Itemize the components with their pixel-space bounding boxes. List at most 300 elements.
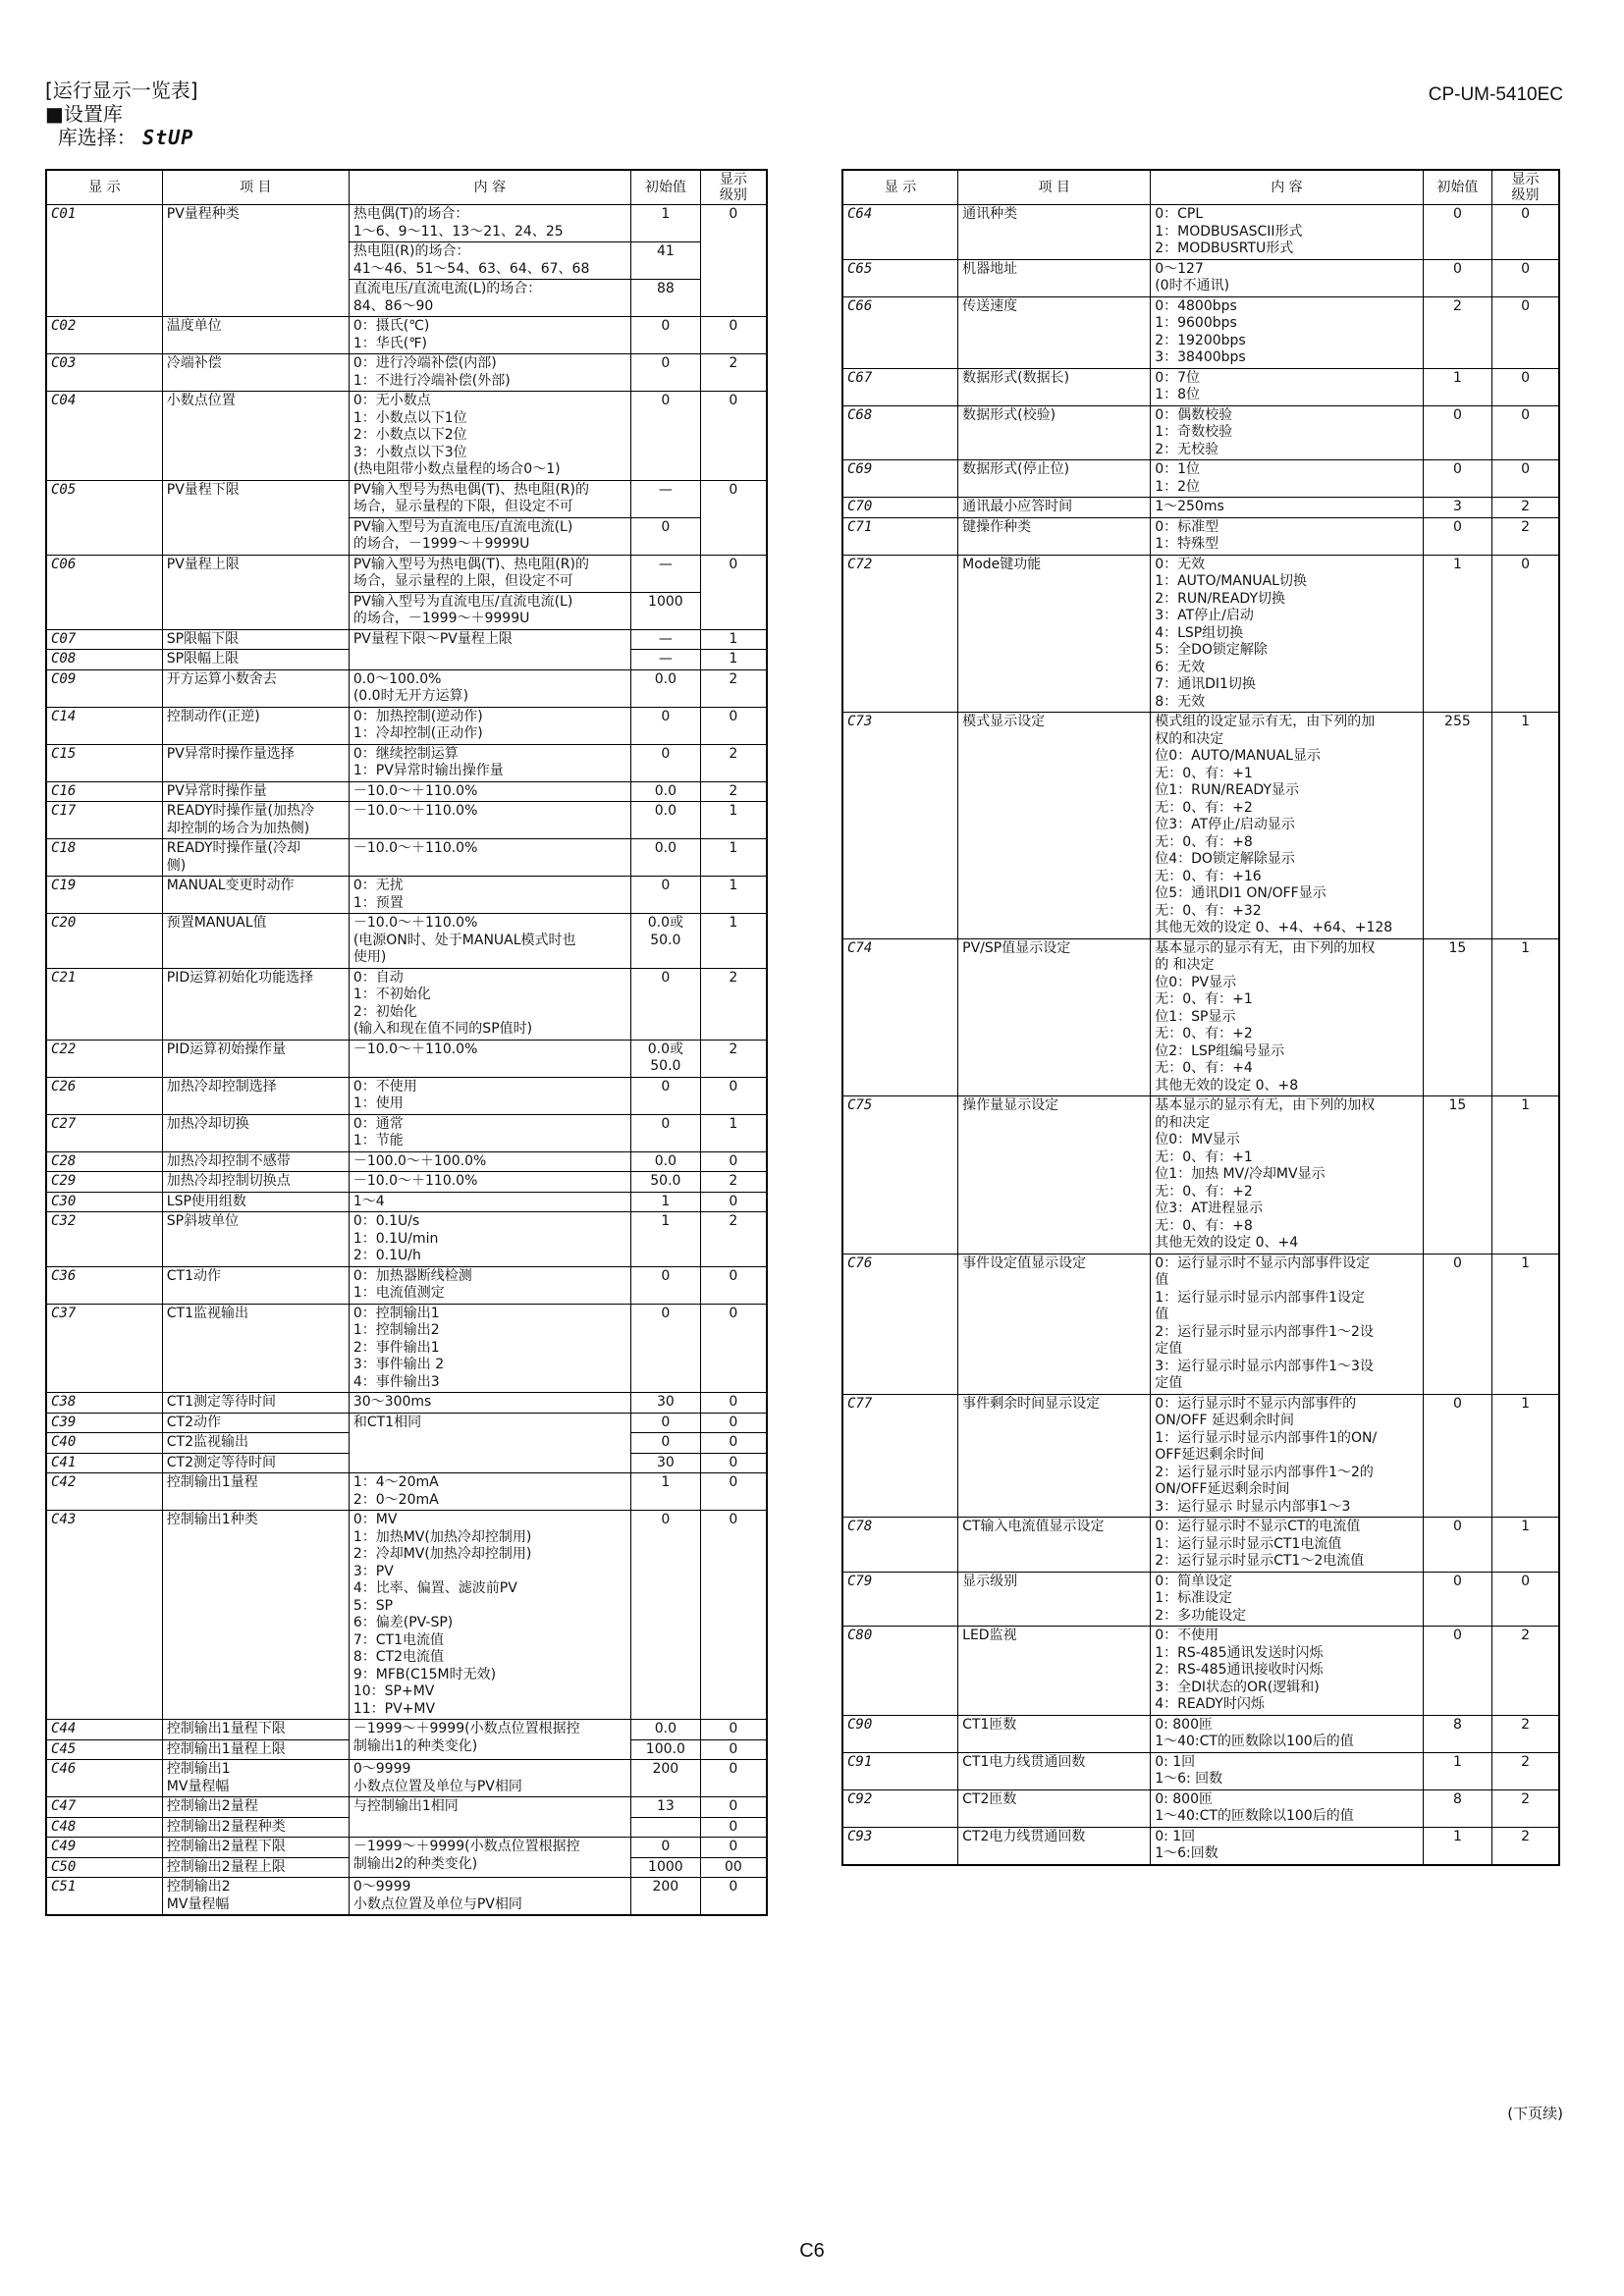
table-row xyxy=(46,1760,767,1797)
param-initial-value: 0 xyxy=(1423,1394,1491,1518)
table-row xyxy=(46,839,767,877)
param-content: 0：继续控制运算 1：PV异常时输出操作量 xyxy=(349,744,630,781)
param-initial-value: 8 xyxy=(1423,1715,1491,1752)
bank-select xyxy=(45,126,198,149)
param-display-level: 0 xyxy=(1492,460,1559,498)
table-row xyxy=(842,205,1559,260)
param-code: C16 xyxy=(46,781,162,802)
param-content: 30～300ms xyxy=(349,1393,630,1414)
param-display-level: 0 xyxy=(700,1797,767,1818)
table-row xyxy=(842,405,1559,460)
param-initial-value: 1000 xyxy=(630,592,700,629)
table-row xyxy=(46,781,767,802)
param-item: CT2电力线贯通回数 xyxy=(958,1827,1151,1865)
param-content: 热电阻(R)的场合： 41～46、51～54、63、64、67、68 xyxy=(349,242,630,280)
param-item: CT输入电流值显示设定 xyxy=(958,1518,1151,1573)
param-initial-value: 0.0 xyxy=(630,802,700,839)
param-display-level: 0 xyxy=(700,1266,767,1304)
param-display-level: 0 xyxy=(700,707,767,744)
param-content: 0～9999 小数点位置及单位与PV相同 xyxy=(349,1878,630,1916)
param-code: C20 xyxy=(46,914,162,969)
table-row xyxy=(46,205,767,242)
param-initial-value: 1 xyxy=(1423,555,1491,713)
param-display-level: 2 xyxy=(1492,1627,1559,1716)
param-content: 0：无扰 1：预置 xyxy=(349,877,630,914)
param-initial-value: 0 xyxy=(630,1838,700,1858)
param-content: 0：1位 1：2位 xyxy=(1151,460,1424,498)
param-initial-value: 0 xyxy=(1423,1518,1491,1573)
param-item: PID运算初始化功能选择 xyxy=(162,968,349,1040)
param-code: C66 xyxy=(842,296,958,368)
param-display-level: 1 xyxy=(1492,1096,1559,1255)
param-item: 开方运算小数舍去 xyxy=(162,669,349,707)
param-initial-value: — xyxy=(630,555,700,592)
param-display-level: 0 xyxy=(700,1433,767,1454)
param-code: C46 xyxy=(46,1760,162,1797)
param-item: 冷端补偿 xyxy=(162,354,349,392)
param-item: LED监视 xyxy=(958,1627,1151,1716)
param-initial-value: 0 xyxy=(1423,405,1491,460)
param-code: C32 xyxy=(46,1212,162,1267)
col-item: 项 目 xyxy=(958,170,1151,205)
param-content: 0：摄氏(℃) 1：华氏(℉) xyxy=(349,317,630,354)
param-content: 模式组的设定显示有无，由下列的加 权的和决定 位0：AUTO/MANUAL显示 无：0、有：+1 位1：RUN/READY显示 无：0、有：+2 位3：AT停止/启动显示 无：0、有：+8 位4：DO锁定解除显示 无：0、有：+16 位5：通讯DI1 ON/OFF显示 无：0、有：+32 其他无效的设定 0、+4、+64、+128 xyxy=(1151,713,1424,939)
param-display-level: 2 xyxy=(700,968,767,1040)
param-code: C30 xyxy=(46,1192,162,1212)
table-row xyxy=(46,1172,767,1193)
param-content: 0：通常 1：节能 xyxy=(349,1114,630,1151)
param-code: C15 xyxy=(46,744,162,781)
param-display-level: 0 xyxy=(700,1077,767,1114)
param-initial-value: 41 xyxy=(630,242,700,280)
param-display-level: 1 xyxy=(1492,713,1559,939)
param-initial-value: 0 xyxy=(1423,205,1491,260)
param-code: C78 xyxy=(842,1518,958,1573)
param-code: C39 xyxy=(46,1413,162,1433)
param-content: 热电偶(T)的场合： 1～6、9～11、13～21、24、25 xyxy=(349,205,630,242)
param-initial-value: 200 xyxy=(630,1760,700,1797)
section-title: [运行显示一览表] xyxy=(45,79,198,102)
param-content: －10.0～＋110.0% xyxy=(349,1172,630,1193)
param-content: 0：无效 1：AUTO/MANUAL切换 2：RUN/READY切换 3：AT停止/启动 4：LSP组切换 5：全DO锁定解除 6：无效 7：通讯DI1切换 8：无效 xyxy=(1151,555,1424,713)
param-code: C02 xyxy=(46,317,162,354)
param-content: 0：加热控制(逆动作) 1：冷却控制(正动作) xyxy=(349,707,630,744)
param-content: 0：0.1U/s 1：0.1U/min 2：0.1U/h xyxy=(349,1212,630,1267)
param-initial-value: 0 xyxy=(630,392,700,481)
param-initial-value: 0.0 xyxy=(630,1151,700,1172)
param-initial-value: 1 xyxy=(630,1192,700,1212)
param-code: C91 xyxy=(842,1752,958,1789)
param-initial-value: 1 xyxy=(630,1473,700,1511)
table-row xyxy=(842,713,1559,939)
table-row xyxy=(842,938,1559,1096)
param-item: 控制输出1量程下限 xyxy=(162,1720,349,1740)
param-content: －10.0～＋110.0% xyxy=(349,1040,630,1077)
param-item: 数据形式(停止位) xyxy=(958,460,1151,498)
table-row xyxy=(46,1304,767,1393)
param-item: PV量程下限 xyxy=(162,480,349,555)
table-row xyxy=(842,1789,1559,1827)
param-content: 0: 800匝 1～40:CT的匝数除以100后的值 xyxy=(1151,1715,1424,1752)
param-code: C05 xyxy=(46,480,162,555)
table-row xyxy=(842,517,1559,555)
param-item: SP限幅上限 xyxy=(162,650,349,670)
param-code: C29 xyxy=(46,1172,162,1193)
table-row xyxy=(842,1715,1559,1752)
param-item: 控制输出2量程 xyxy=(162,1797,349,1818)
param-initial-value: 0 xyxy=(630,1413,700,1433)
param-display-level: 1 xyxy=(700,629,767,650)
continued-note: (下页续) xyxy=(1507,2105,1563,2122)
param-code: C65 xyxy=(842,259,958,296)
col-content: 内 容 xyxy=(349,170,630,205)
param-item: 加热冷却控制选择 xyxy=(162,1077,349,1114)
param-code: C38 xyxy=(46,1393,162,1414)
param-display-level: 0 xyxy=(700,1304,767,1393)
param-content: 1：4～20mA 2：0～20mA xyxy=(349,1473,630,1511)
param-display-level: 0 xyxy=(700,1878,767,1916)
table-row xyxy=(46,480,767,517)
param-initial-value: 0 xyxy=(1423,1627,1491,1716)
param-initial-value: 1 xyxy=(630,1212,700,1267)
col-level: 显示 级别 xyxy=(1492,170,1559,205)
param-code: C92 xyxy=(842,1789,958,1827)
param-code: C17 xyxy=(46,802,162,839)
param-initial-value: 0 xyxy=(630,1511,700,1720)
param-initial-value: 0 xyxy=(630,317,700,354)
param-display-level: 0 xyxy=(1492,1572,1559,1627)
param-item: 加热冷却控制不感带 xyxy=(162,1151,349,1172)
param-initial-value: 1 xyxy=(630,205,700,242)
param-item: PV异常时操作量选择 xyxy=(162,744,349,781)
param-display-level: 0 xyxy=(700,205,767,317)
param-code: C74 xyxy=(842,938,958,1096)
param-display-level: 0 xyxy=(700,1760,767,1797)
param-display-level: 1 xyxy=(1492,1518,1559,1573)
table-row xyxy=(46,629,767,650)
table-row xyxy=(46,392,767,481)
param-display-level: 2 xyxy=(1492,517,1559,555)
param-item: 预置MANUAL值 xyxy=(162,914,349,969)
param-content: 0：不使用 1：RS-485通讯发送时闪烁 2：RS-485通讯接收时闪烁 3：全DI状态的OR(逻辑和) 4：READY时闪烁 xyxy=(1151,1627,1424,1716)
param-content: PV量程下限～PV量程上限 xyxy=(349,629,630,669)
param-initial-value: 1 xyxy=(1423,1752,1491,1789)
table-row xyxy=(46,1266,767,1304)
param-code: C49 xyxy=(46,1838,162,1858)
param-initial-value: 30 xyxy=(630,1393,700,1414)
table-row xyxy=(46,1511,767,1720)
param-initial-value: 2 xyxy=(1423,296,1491,368)
param-display-level: 0 xyxy=(1492,368,1559,405)
param-item: 操作量显示设定 xyxy=(958,1096,1151,1255)
param-code: C01 xyxy=(46,205,162,317)
param-display-level: 1 xyxy=(700,914,767,969)
param-display-level: 0 xyxy=(1492,205,1559,260)
param-item: 控制输出1 MV量程幅 xyxy=(162,1760,349,1797)
subsection-title: ■设置库 xyxy=(45,102,123,126)
param-item: 事件剩余时间显示设定 xyxy=(958,1394,1151,1518)
param-item: 键操作种类 xyxy=(958,517,1151,555)
param-content: －1999～＋9999(小数点位置根据控 制输出1的种类变化) xyxy=(349,1720,630,1760)
param-display-level: 0 xyxy=(700,1817,767,1838)
param-initial-value: — xyxy=(630,629,700,650)
col-display: 显 示 xyxy=(842,170,958,205)
param-code: C37 xyxy=(46,1304,162,1393)
table-row xyxy=(46,1878,767,1916)
param-item: 通讯最小应答时间 xyxy=(958,498,1151,518)
param-initial-value: 0 xyxy=(630,1266,700,1304)
param-item: 温度单位 xyxy=(162,317,349,354)
param-item: 加热冷却切换 xyxy=(162,1114,349,1151)
param-code: C28 xyxy=(46,1151,162,1172)
param-display-level: 2 xyxy=(700,744,767,781)
param-content: 0: 800匝 1～40:CT的匝数除以100后的值 xyxy=(1151,1789,1424,1827)
param-content: 0：不使用 1：使用 xyxy=(349,1077,630,1114)
param-code: C03 xyxy=(46,354,162,392)
table-row xyxy=(46,1393,767,1414)
right-parameter-table xyxy=(841,169,1560,1866)
param-item: PV量程种类 xyxy=(162,205,349,317)
table-row xyxy=(842,1827,1559,1865)
param-code: C41 xyxy=(46,1453,162,1473)
table-row xyxy=(46,877,767,914)
param-code: C68 xyxy=(842,405,958,460)
param-display-level: 0 xyxy=(1492,259,1559,296)
param-code: C48 xyxy=(46,1817,162,1838)
param-initial-value: — xyxy=(630,480,700,517)
param-initial-value: 0 xyxy=(630,354,700,392)
param-code: C79 xyxy=(842,1572,958,1627)
param-display-level: 0 xyxy=(700,1511,767,1720)
param-code: C50 xyxy=(46,1857,162,1878)
param-code: C75 xyxy=(842,1096,958,1255)
param-item: 加热冷却控制切换点 xyxy=(162,1172,349,1193)
param-display-level: 2 xyxy=(1492,1827,1559,1865)
param-display-level: 1 xyxy=(700,839,767,877)
param-code: C21 xyxy=(46,968,162,1040)
param-item: 数据形式(数据长) xyxy=(958,368,1151,405)
col-content: 内 容 xyxy=(1151,170,1424,205)
param-initial-value: 0 xyxy=(1423,1572,1491,1627)
param-display-level: 0 xyxy=(700,480,767,555)
param-content: 0：无小数点 1：小数点以下1位 2：小数点以下2位 3：小数点以下3位 (热电阻带小数点量程的场合0～1) xyxy=(349,392,630,481)
param-code: C27 xyxy=(46,1114,162,1151)
param-code: C42 xyxy=(46,1473,162,1511)
param-display-level: 1 xyxy=(1492,1254,1559,1394)
param-initial-value: 50.0 xyxy=(630,1172,700,1193)
param-code: C43 xyxy=(46,1511,162,1720)
param-item: PV异常时操作量 xyxy=(162,781,349,802)
param-code: C93 xyxy=(842,1827,958,1865)
table-row xyxy=(46,354,767,392)
left-parameter-table xyxy=(45,169,768,1916)
param-code: C08 xyxy=(46,650,162,670)
param-display-level: 00 xyxy=(700,1857,767,1878)
table-row xyxy=(842,1518,1559,1573)
param-item: CT1动作 xyxy=(162,1266,349,1304)
param-initial-value: 0.0或 50.0 xyxy=(630,1040,700,1077)
table-row xyxy=(46,802,767,839)
table-row xyxy=(842,296,1559,368)
table-row xyxy=(842,1752,1559,1789)
param-code: C80 xyxy=(842,1627,958,1716)
param-code: C07 xyxy=(46,629,162,650)
param-item: 通讯种类 xyxy=(958,205,1151,260)
param-initial-value: 0.0或 50.0 xyxy=(630,914,700,969)
bank-code: StUP xyxy=(142,126,194,149)
param-item: 传送速度 xyxy=(958,296,1151,368)
param-item: 控制动作(正逆) xyxy=(162,707,349,744)
param-code: C76 xyxy=(842,1254,958,1394)
table-row xyxy=(842,555,1559,713)
param-content: 基本显示的显示有无，由下列的加权 的 和决定 位0：PV显示 无：0、有：+1 位1：SP显示 无：0、有：+2 位2：LSP组编号显示 无：0、有：+4 其他无效的设定 0、+8 xyxy=(1151,938,1424,1096)
param-content: 直流电压/直流电流(L)的场合： 84、86～90 xyxy=(349,280,630,317)
param-code: C67 xyxy=(842,368,958,405)
param-content: PV输入型号为热电偶(T)、热电阻(R)的 场合，显示量程的下限，但设定不可 xyxy=(349,480,630,517)
param-item: 控制输出1量程上限 xyxy=(162,1739,349,1760)
param-code: C18 xyxy=(46,839,162,877)
param-initial-value: 0 xyxy=(630,968,700,1040)
param-display-level: 1 xyxy=(700,802,767,839)
param-initial-value: 0 xyxy=(630,1304,700,1393)
param-initial-value: 0.0 xyxy=(630,669,700,707)
table-row xyxy=(842,460,1559,498)
param-initial-value: 30 xyxy=(630,1453,700,1473)
param-initial-value: 0 xyxy=(630,1114,700,1151)
param-content: 0：CPL 1：MODBUSASCII形式 2：MODBUSRTU形式 xyxy=(1151,205,1424,260)
table-row xyxy=(46,1838,767,1858)
param-initial-value: 100.0 xyxy=(630,1739,700,1760)
param-item: PV/SP值显示设定 xyxy=(958,938,1151,1096)
param-initial-value: 0 xyxy=(1423,1254,1491,1394)
param-initial-value: 0 xyxy=(630,707,700,744)
param-initial-value: 1 xyxy=(1423,368,1491,405)
param-content: 0：简单设定 1：标准设定 2：多功能设定 xyxy=(1151,1572,1424,1627)
param-code: C70 xyxy=(842,498,958,518)
param-item: 控制输出2 MV量程幅 xyxy=(162,1878,349,1916)
param-initial-value: — xyxy=(630,650,700,670)
param-code: C90 xyxy=(842,1715,958,1752)
param-initial-value: 0.0 xyxy=(630,1720,700,1740)
param-item: CT2动作 xyxy=(162,1413,349,1433)
param-item: READY时操作量(冷却 侧) xyxy=(162,839,349,877)
doc-code: CP-UM-5410EC xyxy=(1428,84,1563,105)
param-code: C73 xyxy=(842,713,958,939)
param-item: 控制输出2量程种类 xyxy=(162,1817,349,1838)
table-row xyxy=(842,1627,1559,1716)
param-content: 0：进行冷端补偿(内部) 1：不进行冷端补偿(外部) xyxy=(349,354,630,392)
param-display-level: 0 xyxy=(700,392,767,481)
table-row xyxy=(46,968,767,1040)
param-item: MANUAL变更时动作 xyxy=(162,877,349,914)
param-content: 0：标准型 1：特殊型 xyxy=(1151,517,1424,555)
param-display-level: 1 xyxy=(700,650,767,670)
param-code: C44 xyxy=(46,1720,162,1740)
param-content: 0：运行显示时不显示CT的电流值 1：运行显示时显示CT1电流值 2：运行显示时显示CT1～2电流值 xyxy=(1151,1518,1424,1573)
table-row xyxy=(46,1077,767,1114)
param-initial-value: 255 xyxy=(1423,713,1491,939)
param-code: C45 xyxy=(46,1739,162,1760)
param-display-level: 0 xyxy=(700,1151,767,1172)
col-initial: 初始值 xyxy=(630,170,700,205)
param-initial-value: 1000 xyxy=(630,1857,700,1878)
param-item: CT2匝数 xyxy=(958,1789,1151,1827)
param-content: 0：加热器断线检测 1：电流值测定 xyxy=(349,1266,630,1304)
table-row xyxy=(46,1212,767,1267)
param-item: 控制输出2量程下限 xyxy=(162,1838,349,1858)
page-number: C6 xyxy=(799,2240,825,2262)
table-row xyxy=(46,1151,767,1172)
table-row xyxy=(46,1797,767,1818)
param-initial-value: 0 xyxy=(1423,517,1491,555)
param-content: 基本显示的显示有无，由下列的加权 的和决定 位0：MV显示 无：0、有：+1 位1：加热 MV/冷却MV显示 无：0、有：+2 位3：AT进程显示 无：0、有：+8 其他无效的设定 0、+4 xyxy=(1151,1096,1424,1255)
param-content: 和CT1相同 xyxy=(349,1413,630,1473)
param-content: －10.0～＋110.0% (电源ON时、处于MANUAL模式时也 使用) xyxy=(349,914,630,969)
param-item: 小数点位置 xyxy=(162,392,349,481)
param-item: LSP使用组数 xyxy=(162,1192,349,1212)
param-code: C19 xyxy=(46,877,162,914)
param-content: －100.0～＋100.0% xyxy=(349,1151,630,1172)
param-content: 0: 1回 1～6:回数 xyxy=(1151,1827,1424,1865)
param-initial-value: 0 xyxy=(630,744,700,781)
param-code: C26 xyxy=(46,1077,162,1114)
table-row xyxy=(46,914,767,969)
table-row xyxy=(46,669,767,707)
param-item: 控制输出1量程 xyxy=(162,1473,349,1511)
param-initial-value: 0.0 xyxy=(630,839,700,877)
param-item: CT2测定等待时间 xyxy=(162,1453,349,1473)
param-item: PID运算初始操作量 xyxy=(162,1040,349,1077)
param-code: C40 xyxy=(46,1433,162,1454)
param-display-level: 1 xyxy=(1492,938,1559,1096)
param-display-level: 2 xyxy=(700,669,767,707)
param-display-level: 0 xyxy=(1492,405,1559,460)
param-code: C47 xyxy=(46,1797,162,1818)
param-code: C06 xyxy=(46,555,162,629)
param-code: C51 xyxy=(46,1878,162,1916)
param-item: 数据形式(校验) xyxy=(958,405,1151,460)
param-display-level: 0 xyxy=(700,1192,767,1212)
param-content: 0：MV 1：加热MV(加热冷却控制用) 2：冷却MV(加热冷却控制用) 3：PV 4：比率、偏置、滤波前PV 5：SP 6：偏差(PV-SP) 7：CT1电流值 8：CT2电流值 9：MFB(C15M时无效) 10：SP+MV 11：PV+MV xyxy=(349,1511,630,1720)
param-content: 0～9999 小数点位置及单位与PV相同 xyxy=(349,1760,630,1797)
param-item: CT1测定等待时间 xyxy=(162,1393,349,1414)
param-display-level: 2 xyxy=(700,781,767,802)
col-initial: 初始值 xyxy=(1423,170,1491,205)
table-header-row xyxy=(842,170,1559,205)
param-display-level: 0 xyxy=(700,1393,767,1414)
param-display-level: 0 xyxy=(700,555,767,629)
param-display-level: 2 xyxy=(700,354,767,392)
param-item: SP斜坡单位 xyxy=(162,1212,349,1267)
param-initial-value: 3 xyxy=(1423,498,1491,518)
param-initial-value: 0 xyxy=(1423,259,1491,296)
param-item: 控制输出2量程上限 xyxy=(162,1857,349,1878)
col-level: 显示 级别 xyxy=(700,170,767,205)
param-display-level: 0 xyxy=(700,1838,767,1858)
param-content: 0：偶数校验 1：奇数校验 2：无校验 xyxy=(1151,405,1424,460)
param-initial-value: 0 xyxy=(630,1433,700,1454)
param-content: 0～127 (0时不通讯) xyxy=(1151,259,1424,296)
param-code: C64 xyxy=(842,205,958,260)
param-code: C71 xyxy=(842,517,958,555)
param-content: －1999～＋9999(小数点位置根据控 制输出2的种类变化) xyxy=(349,1838,630,1878)
param-display-level: 2 xyxy=(700,1212,767,1267)
table-row xyxy=(46,555,767,592)
table-row xyxy=(46,1040,767,1077)
param-code: C77 xyxy=(842,1394,958,1518)
table-row xyxy=(842,1572,1559,1627)
table-row xyxy=(46,1473,767,1511)
